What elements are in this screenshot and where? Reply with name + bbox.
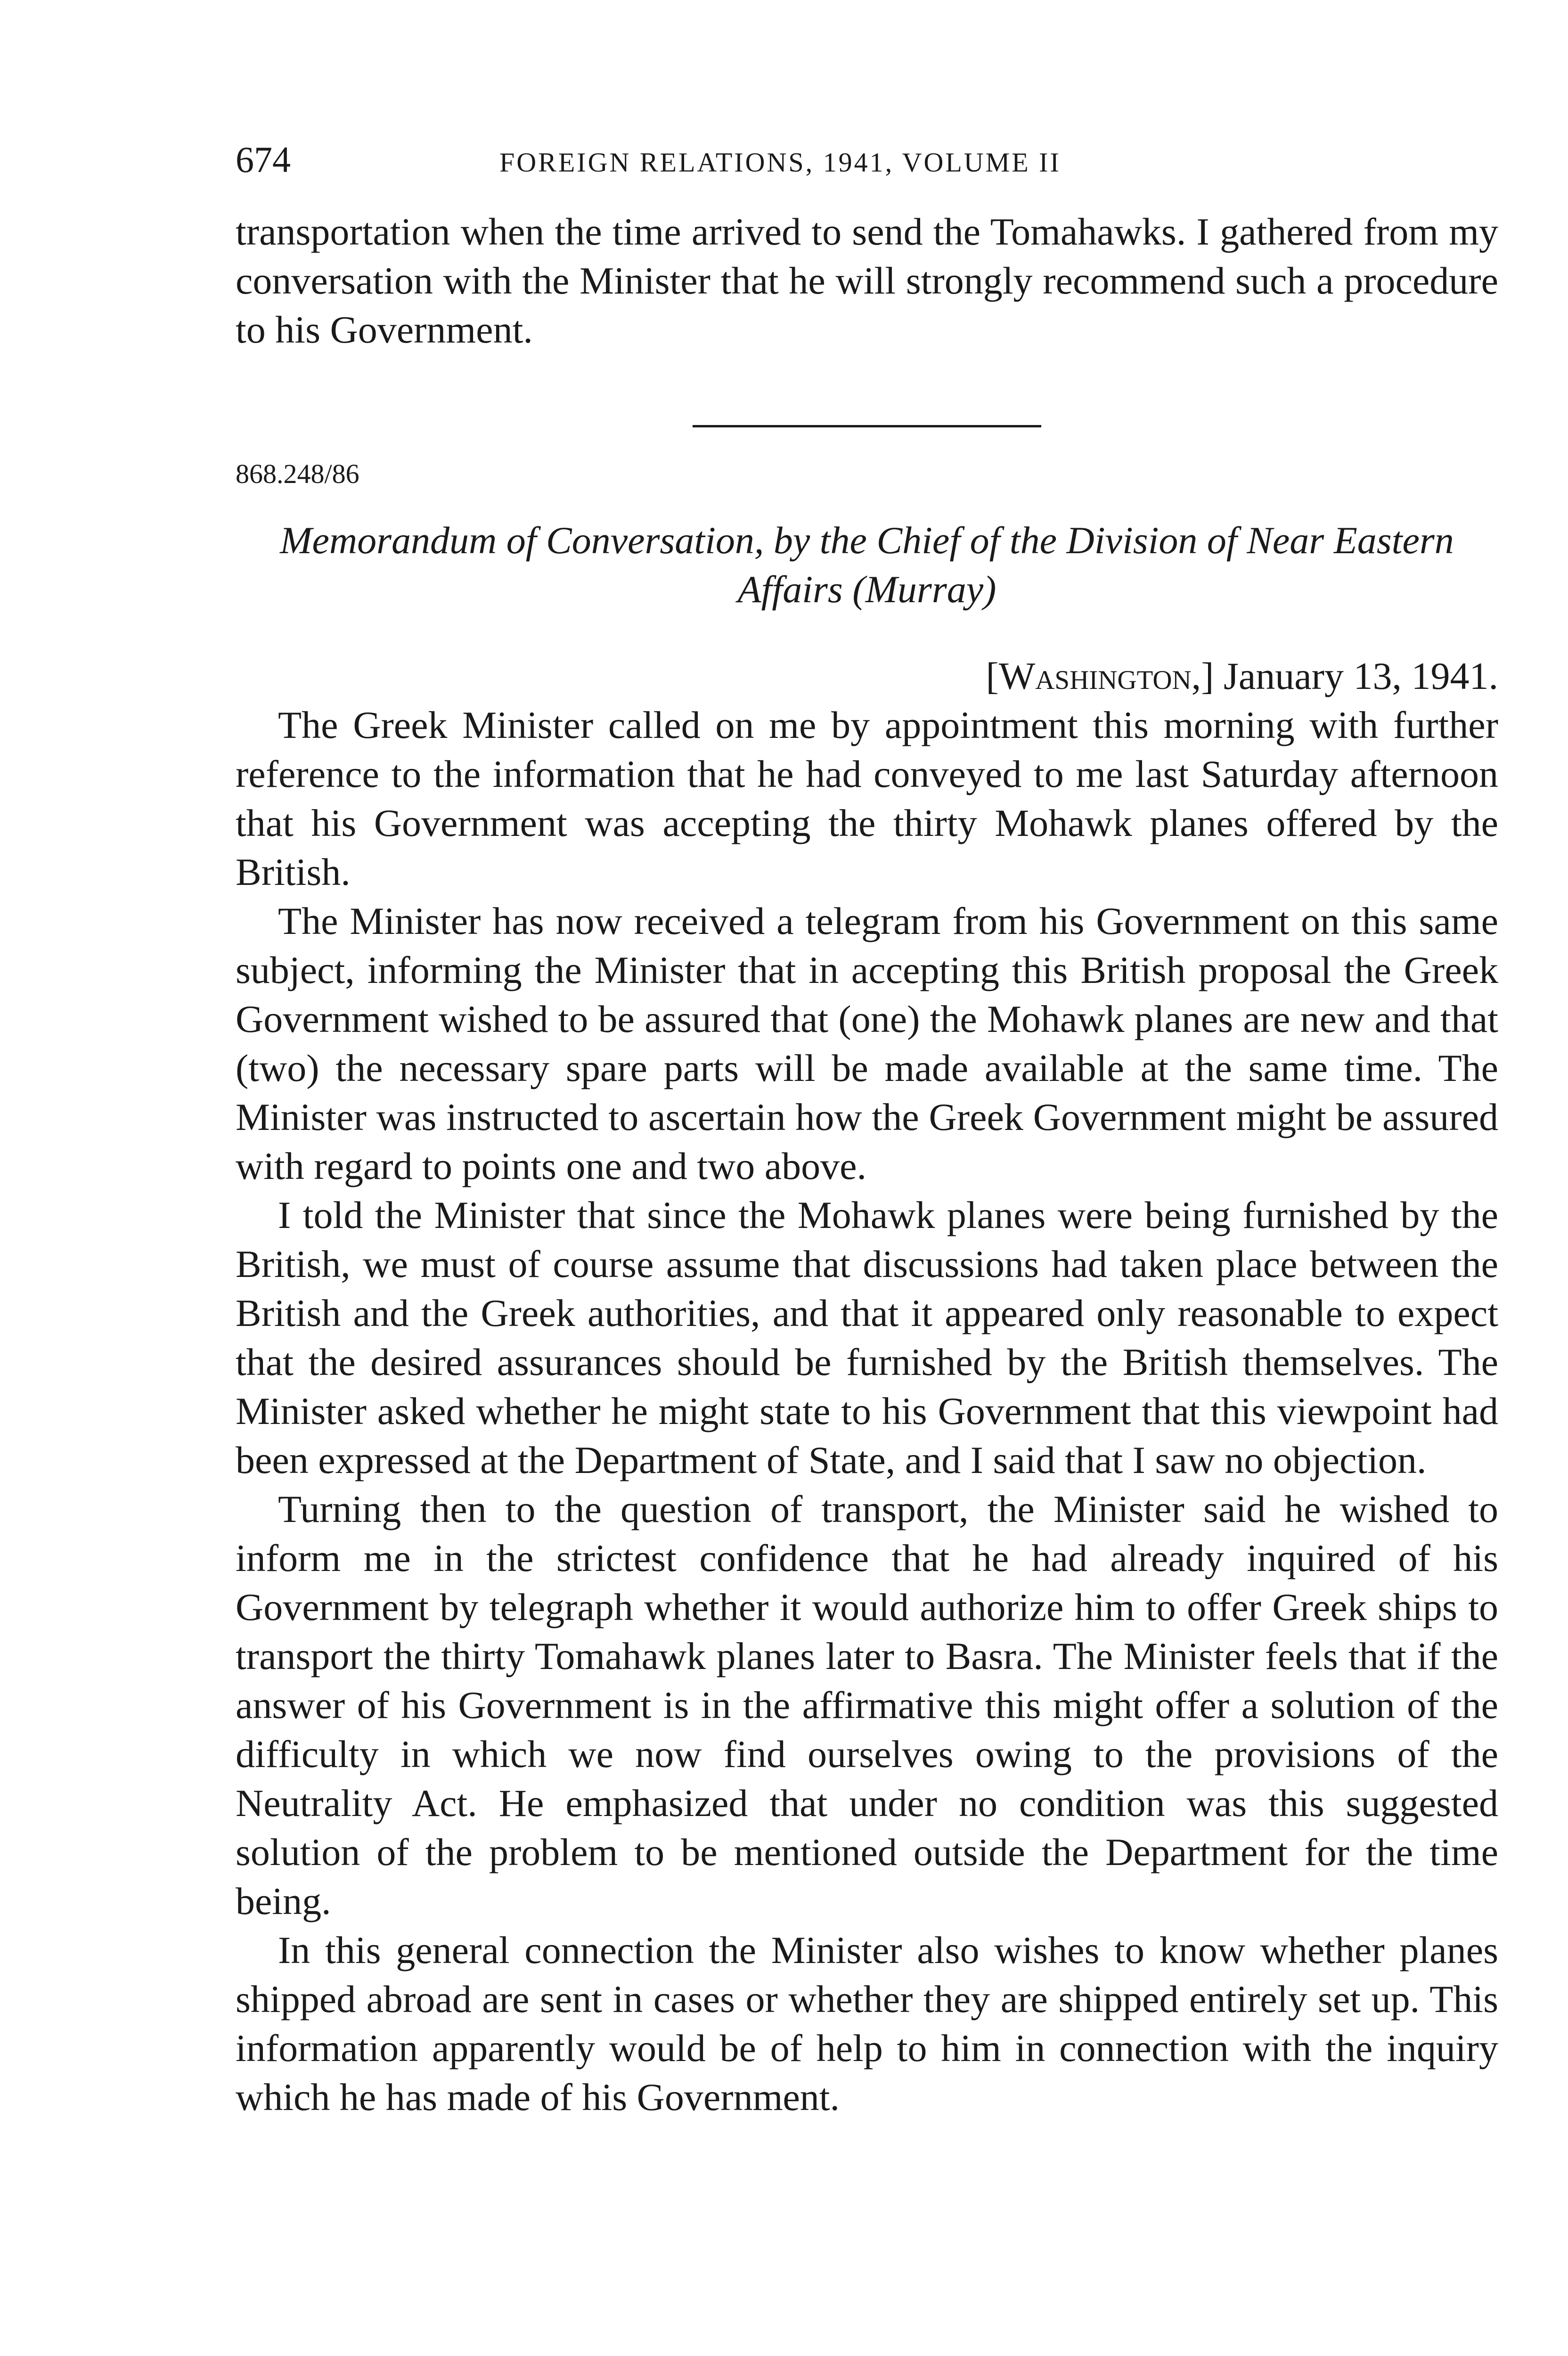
- document-title: Memorandum of Conversation, by the Chief of the Division of Near Eastern Affairs (Murray): [280, 519, 1454, 611]
- dateline-place: [Washington,]: [986, 654, 1214, 697]
- file-number: 868.248/86: [236, 458, 359, 489]
- paragraph-4: Turning then to the question of transport, the Minister said he wished to inform me in the strictest confidence that he had already inquired of his Government by telegraph whether it would authorize him to offer Greek ships to transport the thirty Tomahawk planes later to Basra. The Minister feels that if the answer of his Government is in the affirmative this might offer a solution of the difficulty in which we now find ourselves owing to the provisions of the Neutrality Act. He emphasized that under no condition was this suggested solution of the problem to be mentioned outside the Department for the time being.: [236, 1488, 1498, 1922]
- paragraph-3: I told the Minister that since the Mohawk planes were being furnished by the British, we must of course assume that discussions had taken place between the British and the Greek authorities, and that it appeared only reasonable to expect that the desired assurances should be furnished by the British themselves. The Minister asked whether he might state to his Government that this viewpoint had been expressed at the Department of State, and I said that I saw no objection.: [236, 1194, 1498, 1481]
- document-page: [236, 141, 1498, 2122]
- running-title: FOREIGN RELATIONS, 1941, VOLUME II: [499, 147, 1061, 178]
- paragraph-2: The Minister has now received a telegram from his Government on this same subject, informing the Minister that in accepting this British proposal the Greek Government wished to be assured that (one) the Mohawk planes are new and that (two) the necessary spare parts will be made available at the same time. The Minister was instructed to ascertain how the Greek Government might be assured with regard to points one and two above.: [236, 900, 1498, 1187]
- page-number: 674: [236, 139, 291, 180]
- section-divider: [693, 425, 1041, 427]
- running-header: [236, 141, 1498, 193]
- paragraph-1: The Greek Minister called on me by appointment this morning with further reference to the information that he had conveyed to me last Saturday afternoon that his Government was accepting the thirty Mohawk planes offered by the British.: [236, 704, 1498, 893]
- dateline: [236, 652, 1498, 701]
- paragraph-5: In this general connection the Minister also wishes to know whether planes shipped abroad are sent in cases or whether they are shipped entirely set up. This information apparently would be of help to him in connection with the inquiry which he has made of his Government.: [236, 1929, 1498, 2119]
- dateline-date: January 13, 1941.: [1223, 654, 1498, 697]
- continued-paragraph: transportation when the time arrived to send the Tomahawks. I gathered from my conversation with the Minister that he will strongly recommend such a procedure to his Government.: [236, 210, 1498, 351]
